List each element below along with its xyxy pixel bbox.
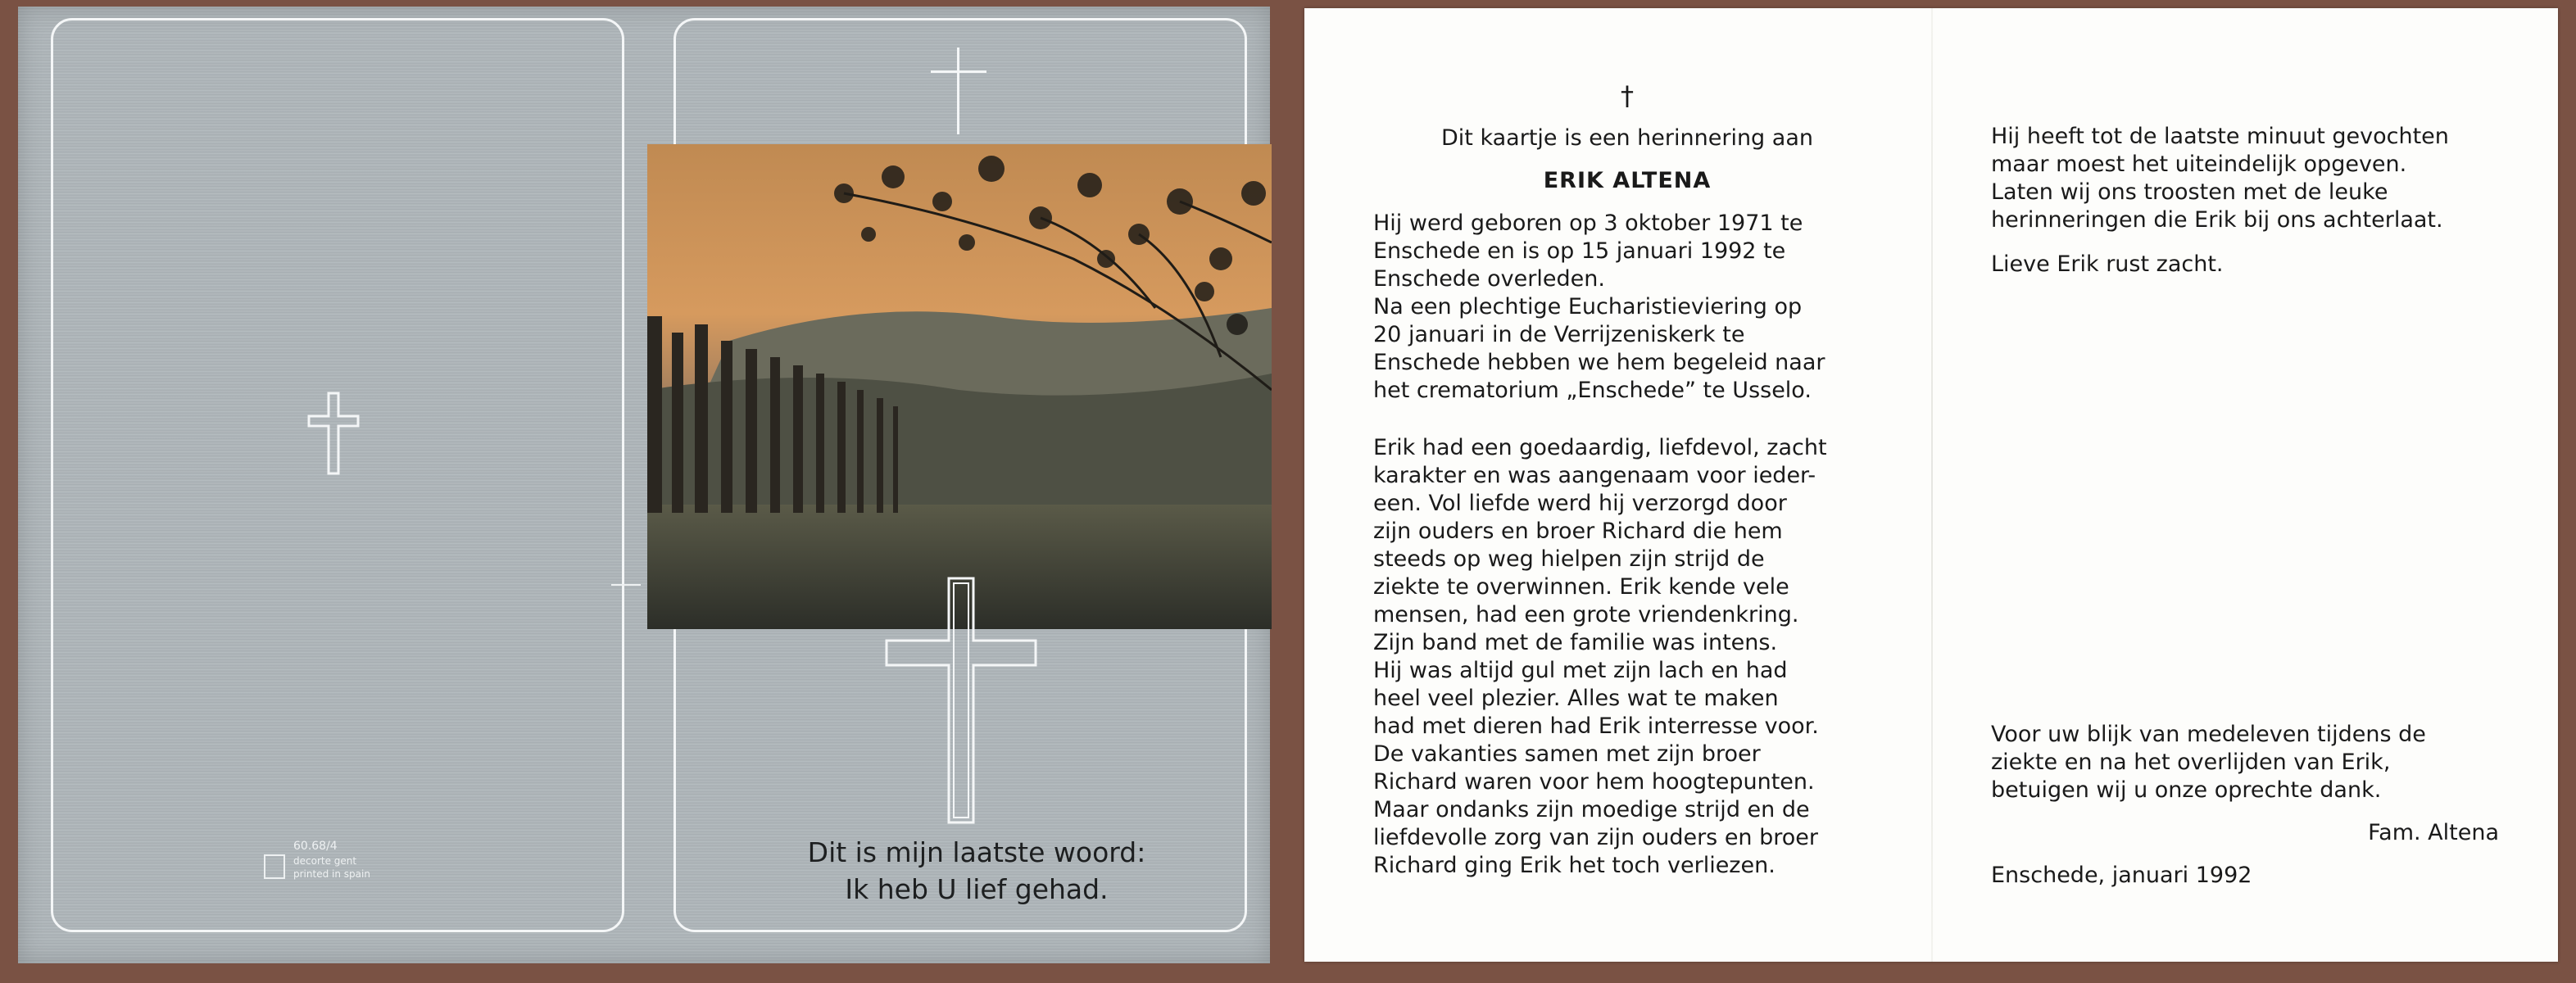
text-line: mensen, had een grote vriendenkring. <box>1373 602 1799 627</box>
large-cross-icon <box>883 575 1039 826</box>
biography-paragraph <box>1373 210 1881 405</box>
inside-fold <box>1931 8 1933 962</box>
text-line: een. Vol liefde werd hij verzorgd door <box>1373 491 1787 516</box>
text-line: steeds op weg hielpen zijn strijd de <box>1373 546 1765 572</box>
thanks-line: betuigen wij u onze oprechte dank. <box>1991 777 2382 803</box>
text-line: liefdevolle zorg van zijn ouders en broer <box>1373 825 1819 850</box>
printer-logo-icon <box>264 854 285 879</box>
text-line: Zijn band met de familie was intens. <box>1373 630 1778 655</box>
place-date: Enschede, januari 1992 <box>1991 863 2252 888</box>
small-cross-icon <box>306 392 361 477</box>
thanks-line: Voor uw blijk van medeleven tijdens de <box>1991 722 2426 747</box>
text-line: Laten wij ons troosten met de leuke <box>1991 179 2388 205</box>
verse-line-1: Dit is mijn laatste woord: <box>807 836 1146 868</box>
fold-mark <box>611 584 641 586</box>
text-line: Hij heeft tot de laatste minuut gevochten <box>1991 124 2449 149</box>
text-line: Maar ondanks zijn moedige strijd en de <box>1373 797 1810 822</box>
bio-line: Na een plechtige Eucharistieviering op <box>1373 294 1803 319</box>
text-line: Hij was altijd gul met zijn lach en had <box>1373 658 1788 683</box>
printer-name: decorte gent <box>293 855 357 867</box>
inside-left-column <box>1373 82 1881 880</box>
top-cross-horizontal <box>931 70 986 73</box>
deceased-name: ERIK ALTENA <box>1543 168 1712 193</box>
cover-verse <box>690 834 1263 908</box>
text-line: herinneringen die Erik bij ons achterlaat. <box>1991 207 2443 233</box>
text-line: Erik had een goedaardig, liefdevol, zacht <box>1373 435 1827 460</box>
text-line: De vakanties samen met zijn broer <box>1373 741 1761 767</box>
text-line: maar moest het uiteindelijk opgeven. <box>1991 152 2407 177</box>
thanks-line: ziekte en na het overlijden van Erik, <box>1991 750 2391 775</box>
bio-line: Hij werd geboren op 3 oktober 1971 te <box>1373 211 1803 236</box>
text-line: zijn ouders en broer Richard die hem <box>1373 519 1783 544</box>
text-line: karakter en was aangenaam voor ieder- <box>1373 463 1816 488</box>
dagger-icon: † <box>1621 80 1634 111</box>
text-line: heel veel plezier. Alles wat te maken <box>1373 686 1779 711</box>
printer-code: 60.68/4 <box>293 840 338 853</box>
text-line: ziekte te overwinnen. Erik kende vele <box>1373 574 1789 600</box>
bio-line: Enschede en is op 15 januari 1992 te <box>1373 238 1786 264</box>
text-line: Richard waren voor hem hoogtepunten. <box>1373 769 1815 795</box>
bio-line: 20 januari in de Verrijzeniskerk te <box>1373 322 1745 347</box>
card-inside <box>1304 8 2558 962</box>
text-line: Richard ging Erik het toch verliezen. <box>1373 853 1776 878</box>
bio-line: Enschede overleden. <box>1373 266 1605 292</box>
printer-origin: printed in spain <box>293 868 370 880</box>
intro-text: Dit kaartje is een herinnering aan <box>1441 125 1813 151</box>
character-paragraph <box>1373 434 1881 880</box>
bio-line: het crematorium „Enschede” te Usselo. <box>1373 378 1812 403</box>
card-cover <box>18 7 1270 963</box>
sunset-lake-photo <box>647 144 1272 629</box>
thanks-block <box>1991 721 2499 890</box>
family-signature: Fam. Altena <box>2368 820 2499 845</box>
rest-in-peace-line: Lieve Erik rust zacht. <box>1991 251 2224 277</box>
text-line: had met dieren had Erik interresse voor. <box>1373 713 1819 739</box>
inside-right-column <box>1991 123 2499 279</box>
top-cross-vertical <box>957 48 959 134</box>
struggle-paragraph <box>1991 123 2499 234</box>
bio-line: Enschede hebben we hem begeleid naar <box>1373 350 1825 375</box>
verse-line-2: Ik heb U lief gehad. <box>845 873 1109 905</box>
